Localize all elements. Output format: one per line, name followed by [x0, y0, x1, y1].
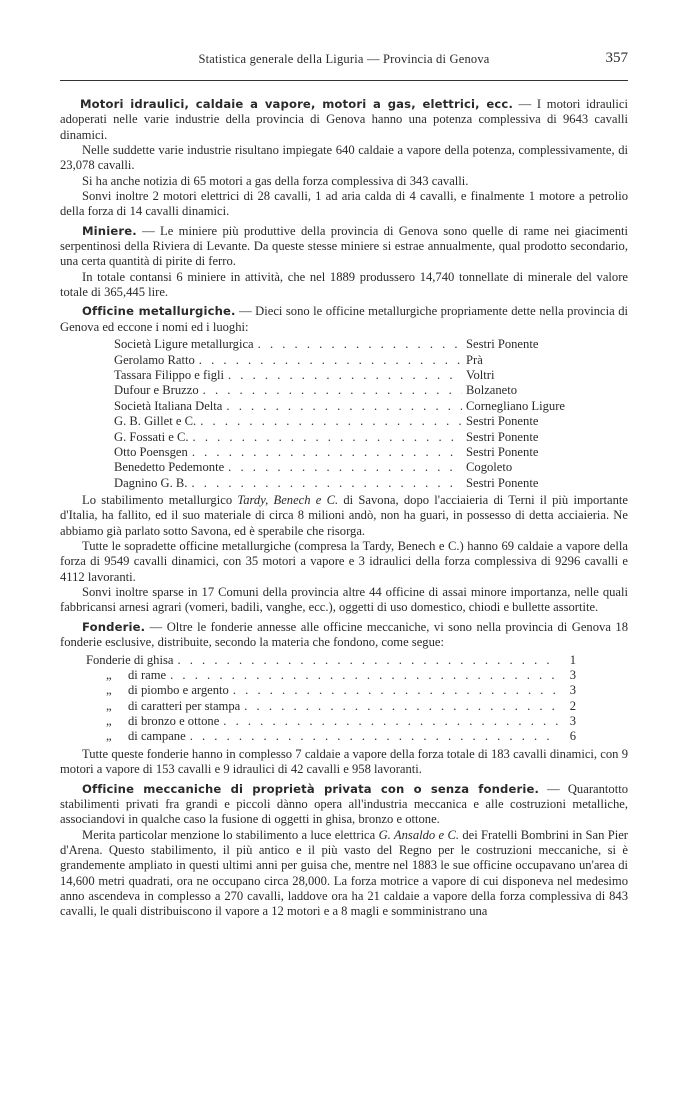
list-item: Otto Poensgen . . . Sestri Ponente [114, 445, 584, 460]
list-item: G. B. Gillet e C. . . . Sestri Ponente [114, 414, 584, 429]
section-heading-miniere: Miniere. [82, 223, 137, 238]
list-item: Tassara Filippo e figli . . . Voltri [114, 368, 584, 383]
list-item: „ di caratteri per stampa . . . 2 [86, 699, 576, 714]
list-item: Fonderie di ghisa . . . 1 [86, 653, 576, 668]
ditto-mark: „ [106, 714, 112, 729]
fonderie-list [86, 653, 576, 745]
motori-paragraph: Motori idraulici, caldaie a vapore, motori a gas, elettrici, ecc. — I motori idraulici adoperati nelle varie industrie della provincia di Genova hanno una potenza complessiva di 9643 cavalli dinamici. [60, 97, 628, 142]
motori-elettrici-paragraph: Sonvi inoltre 2 motori elettrici di 28 cavalli, 1 ad aria calda di 4 cavalli, e finalmente 1 motore a petrolio della forza di 14 cavalli dinamici. [60, 189, 628, 219]
list-item: „ di piombo e argento . . . 3 [86, 683, 576, 698]
running-title: Statistica generale della Liguria — Provincia di Genova [198, 52, 490, 66]
list-item: Società Italiana Delta . . . Cornegliano Ligure [114, 399, 584, 414]
officine-totale-paragraph: Tutte le sopradette officine metallurgiche (compresa la Tardy, Benech e C.) hanno 69 caldaie a vapore della forza di 9549 cavalli dinamici, con 35 motori a vapore e 3 idraulici della forza complessiva di 9296 cavalli e 4112 lavoranti. [60, 539, 628, 584]
list-item: Dufour e Bruzzo . . . Bolzaneto [114, 383, 584, 398]
ditto-mark: „ [106, 683, 112, 698]
list-item: G. Fossati e C. . . . Sestri Ponente [114, 430, 584, 445]
miniere-paragraph: Miniere. — Le miniere più produttive della provincia di Genova sono quelle di rame nei giacimenti serpentinosi della Riviera di Levante. Da queste stesse miniere si estrae annualmente, qual prodotto secondario, una certa quantità di pirite di ferro. [60, 223, 628, 269]
motori-gas-paragraph: Si ha anche notizia di 65 motori a gas della forza complessiva di 343 cavalli. [82, 173, 469, 188]
list-item: Gerolamo Ratto . . . Prà [114, 353, 584, 368]
running-head [60, 52, 628, 72]
officine-list [114, 337, 584, 491]
officine-paragraph: Officine metallurgiche. — Dieci sono le officine metallurgiche propriamente dette nella provincia di Genova ed eccone i nomi ed i luoghi: [60, 304, 628, 334]
fonderie-totale-paragraph: Tutte queste fonderie hanno in complesso 7 caldaie a vapore della forza totale di 183 cavalli dinamici, con 9 motori a vapore di 153 cavalli e 9 idraulici di 42 cavalli e 958 lavoranti. [60, 746, 628, 777]
officine-minori-paragraph: Sonvi inoltre sparse in 17 Comuni della provincia altre 44 officine di assai minore importanza, nelle quali fabbricansi arnesi agrari (vomeri, badili, vanghe, ecc.), oggetti di uso domestico, chiodi e bullette assortite. [60, 585, 628, 615]
list-item: Società Ligure metallurgica . . . Sestri Ponente [114, 337, 584, 352]
section-heading-fonderie: Fonderie. [82, 619, 146, 634]
header-rule [60, 80, 628, 81]
list-item: Benedetto Pedemonte . . . Cogoleto [114, 460, 584, 475]
section-heading-meccaniche: Officine meccaniche di proprietà privata con o senza fonderie. [82, 781, 540, 796]
ditto-mark: „ [106, 698, 112, 713]
page-number: 357 [605, 50, 628, 66]
list-item: „ di bronzo e ottone . . . 3 [86, 714, 576, 729]
ditto-mark: „ [106, 729, 112, 744]
page-body [60, 97, 628, 920]
section-heading-officine: Officine metallurgiche. [82, 304, 236, 319]
list-item: „ di rame . . . 3 [86, 668, 576, 683]
ditto-mark: „ [106, 667, 112, 682]
miniere-totale-paragraph: In totale contansi 6 miniere in attività, che nel 1889 produssero 14,740 tonnellate di minerale del valore totale di 365,445 lire. [60, 269, 628, 300]
list-item: „ di campane . . . 6 [86, 729, 576, 744]
meccaniche-paragraph: Officine meccaniche di proprietà privata con o senza fonderie. — Quarantotto stabilimenti privati fra grandi e piccoli dànno opera all'industria meccanica e alle costruzioni metalliche, associandovi in qualche caso la fusione di oggetti in ghisa, bronzo e ottone. [60, 781, 628, 827]
ansaldo-paragraph: Merita particolar menzione lo stabilimento a luce elettrica G. Ansaldo e C. dei Fratelli Bombrini in San Pier d'Arena. Questo stabilimento, il più antico e il più vasto del Regno per le costruzioni meccaniche, si è grandemente ampliato in questi ultimi anni per guisa che, mentre nel 1883 le sue officine occupavano un'area di 14,600 metri quadrati, ora ne occupano circa 28,000. La forza motrice a vapore di cui disponeva nel medesimo anno ascendeva in complesso a 270 cavalli, laddove ora ha 21 caldaie a vapore della forza complessiva di 843 cavalli, le quali distribuiscono il vapore a 12 motori e a 8 magli e somministrano una [60, 827, 628, 919]
motori-caldaie-paragraph: Nelle suddette varie industrie risultano impiegate 640 caldaie a vapore della potenza, complessivamente, di 23,078 cavalli. [60, 143, 628, 173]
fonderie-paragraph: Fonderie. — Oltre le fonderie annesse alle officine meccaniche, vi sono nella provincia di Genova 18 fonderie esclusive, distribuite, secondo la materia che fondono, come segue: [60, 619, 628, 650]
list-item: Dagnino G. B. . . . Sestri Ponente [114, 476, 584, 491]
tardy-paragraph: Lo stabilimento metallurgico Tardy, Benech e C. di Savona, dopo l'acciaieria di Terni il più importante d'Italia, ha fallito, ed il suo materiale di circa 8 milioni andò, non ha guari, in possesso di detta acciaieria. Ne abbiamo già parlato sotto Savona, ed è sperabile che risorga. [60, 493, 628, 538]
section-heading-motori: Motori idraulici, caldaie a vapore, motori a gas, elettrici, ecc. [80, 97, 513, 111]
